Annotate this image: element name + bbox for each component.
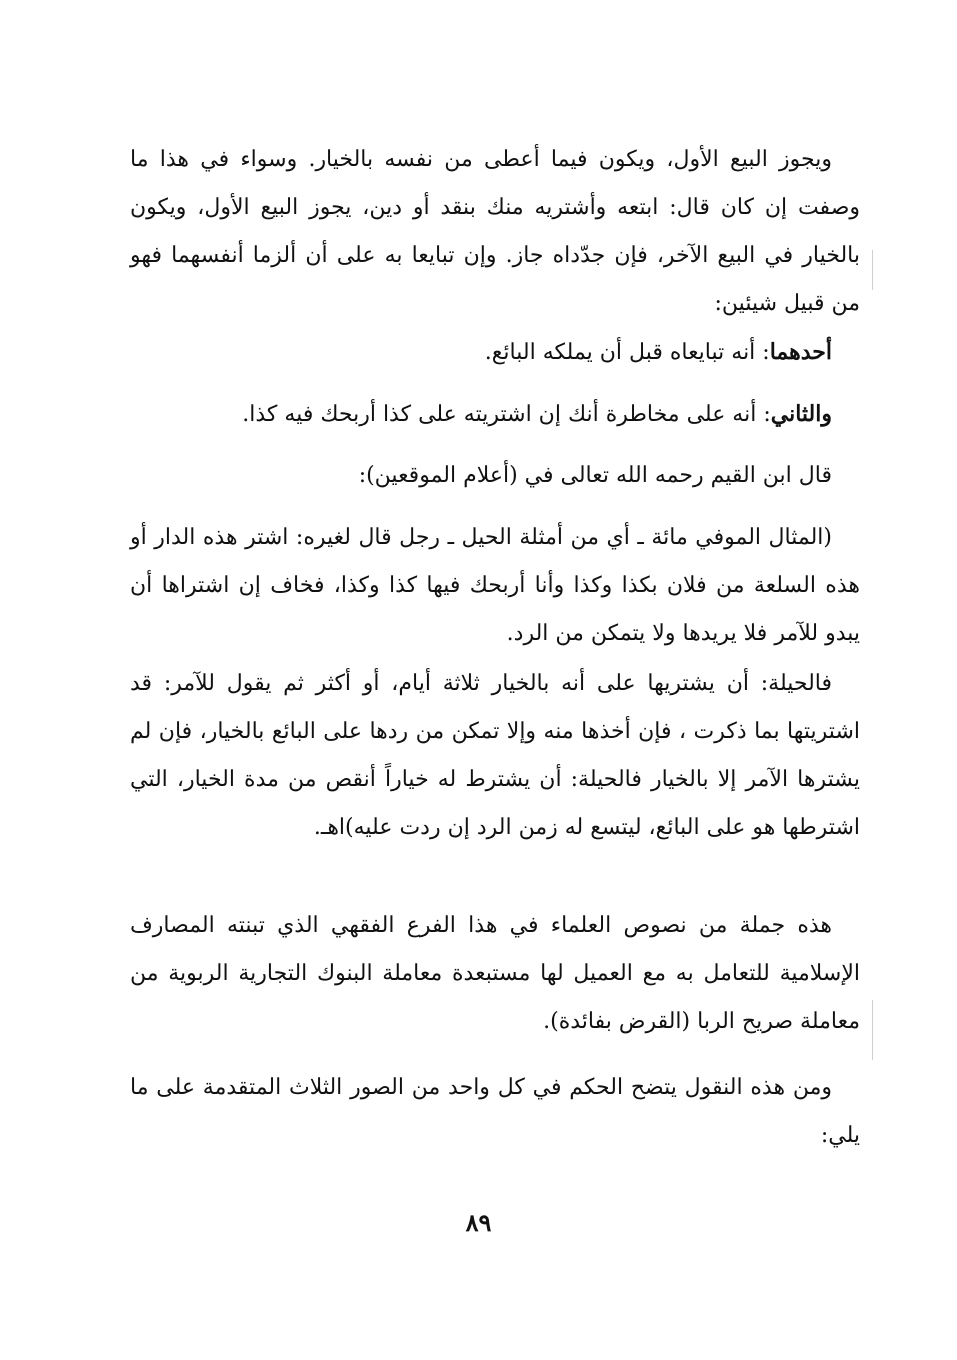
paragraph-islamic-banks <box>130 902 860 1046</box>
paragraph-example-100 <box>130 514 860 658</box>
paragraph-first-reason <box>130 328 860 377</box>
paragraph-text: ومن هذه النقول يتضح الحكم في كل واحد من الصور الثلاث المتقدمة على ما يلي: <box>130 1075 860 1148</box>
paragraph-text: ويجوز البيع الأول، ويكون فيما أعطى من نفسه بالخيار. وسواء في هذا ما وصفت إن كان قال: ابتعه وأشتريه منك بنقد أو دين، يجوز البيع الأول، ويكون بالخيار في البيع الآخر، فإن جدّداه جاز. وإن تبايعا به على أن ألزما أنفسهما فهو من قبيل شيئين: <box>130 147 860 316</box>
scan-edge-mark <box>872 1000 873 1060</box>
paragraph-buyer-option <box>130 136 860 328</box>
paragraph-second-reason <box>130 390 860 439</box>
scan-edge-mark <box>872 250 873 290</box>
paragraph-stratagem <box>130 660 860 852</box>
first-reason-text: : أنه تبايعاه قبل أن يملكه البائع. <box>484 340 770 365</box>
paragraph-text: هذه جملة من نصوص العلماء في هذا الفرع الفقهي الذي تبنته المصارف الإسلامية للتعامل به مع العميل لها مستبعدة معاملة البنوك التجارية الربوية من معاملة صريح الربا (القرض بفائدة). <box>130 913 861 1034</box>
paragraph-text: قال ابن القيم رحمه الله تعالى في (أعلام الموقعين): <box>358 463 832 488</box>
first-reason-line <box>130 328 860 377</box>
term-first: أحدهما <box>769 339 832 365</box>
paragraph-conclusion <box>130 1064 860 1160</box>
page-number: ٨٩ <box>465 1208 492 1237</box>
second-reason-line <box>130 390 860 439</box>
second-reason-text: : أنه على مخاطرة أنك إن اشتريته على كذا أربحك فيه كذا. <box>242 402 771 427</box>
paragraph-ibn-qayyim-intro <box>130 452 860 500</box>
paragraph-text: فالحيلة: أن يشتريها على أنه بالخيار ثلاثة أيام، أو أكثر ثم يقول للآمر: قد اشتريتها بما ذكرت ، فإن أخذها منه وإلا تمكن من ردها على البائع بالخيار، فإن لم يشترها الآمر إلا بالخيار فالحيلة: أن يشترط له خياراً أنقص من مدة الخيار، التي اشترطها هو على البائع، ليتسع له زمن الرد إن ردت عليه)اهـ. <box>130 671 860 840</box>
paragraph-text: (المثال الموفي مائة ـ أي من أمثلة الحيل ـ رجل قال لغيره: اشتر هذه الدار أو هذه السلعة من فلان بكذا وكذا وأنا أربحك فيها كذا وكذا، فخاف إن اشتراها أن يبدو للآمر فلا يريدها ولا يتمكن من الرد. <box>130 525 860 646</box>
term-second: والثاني <box>770 401 832 427</box>
